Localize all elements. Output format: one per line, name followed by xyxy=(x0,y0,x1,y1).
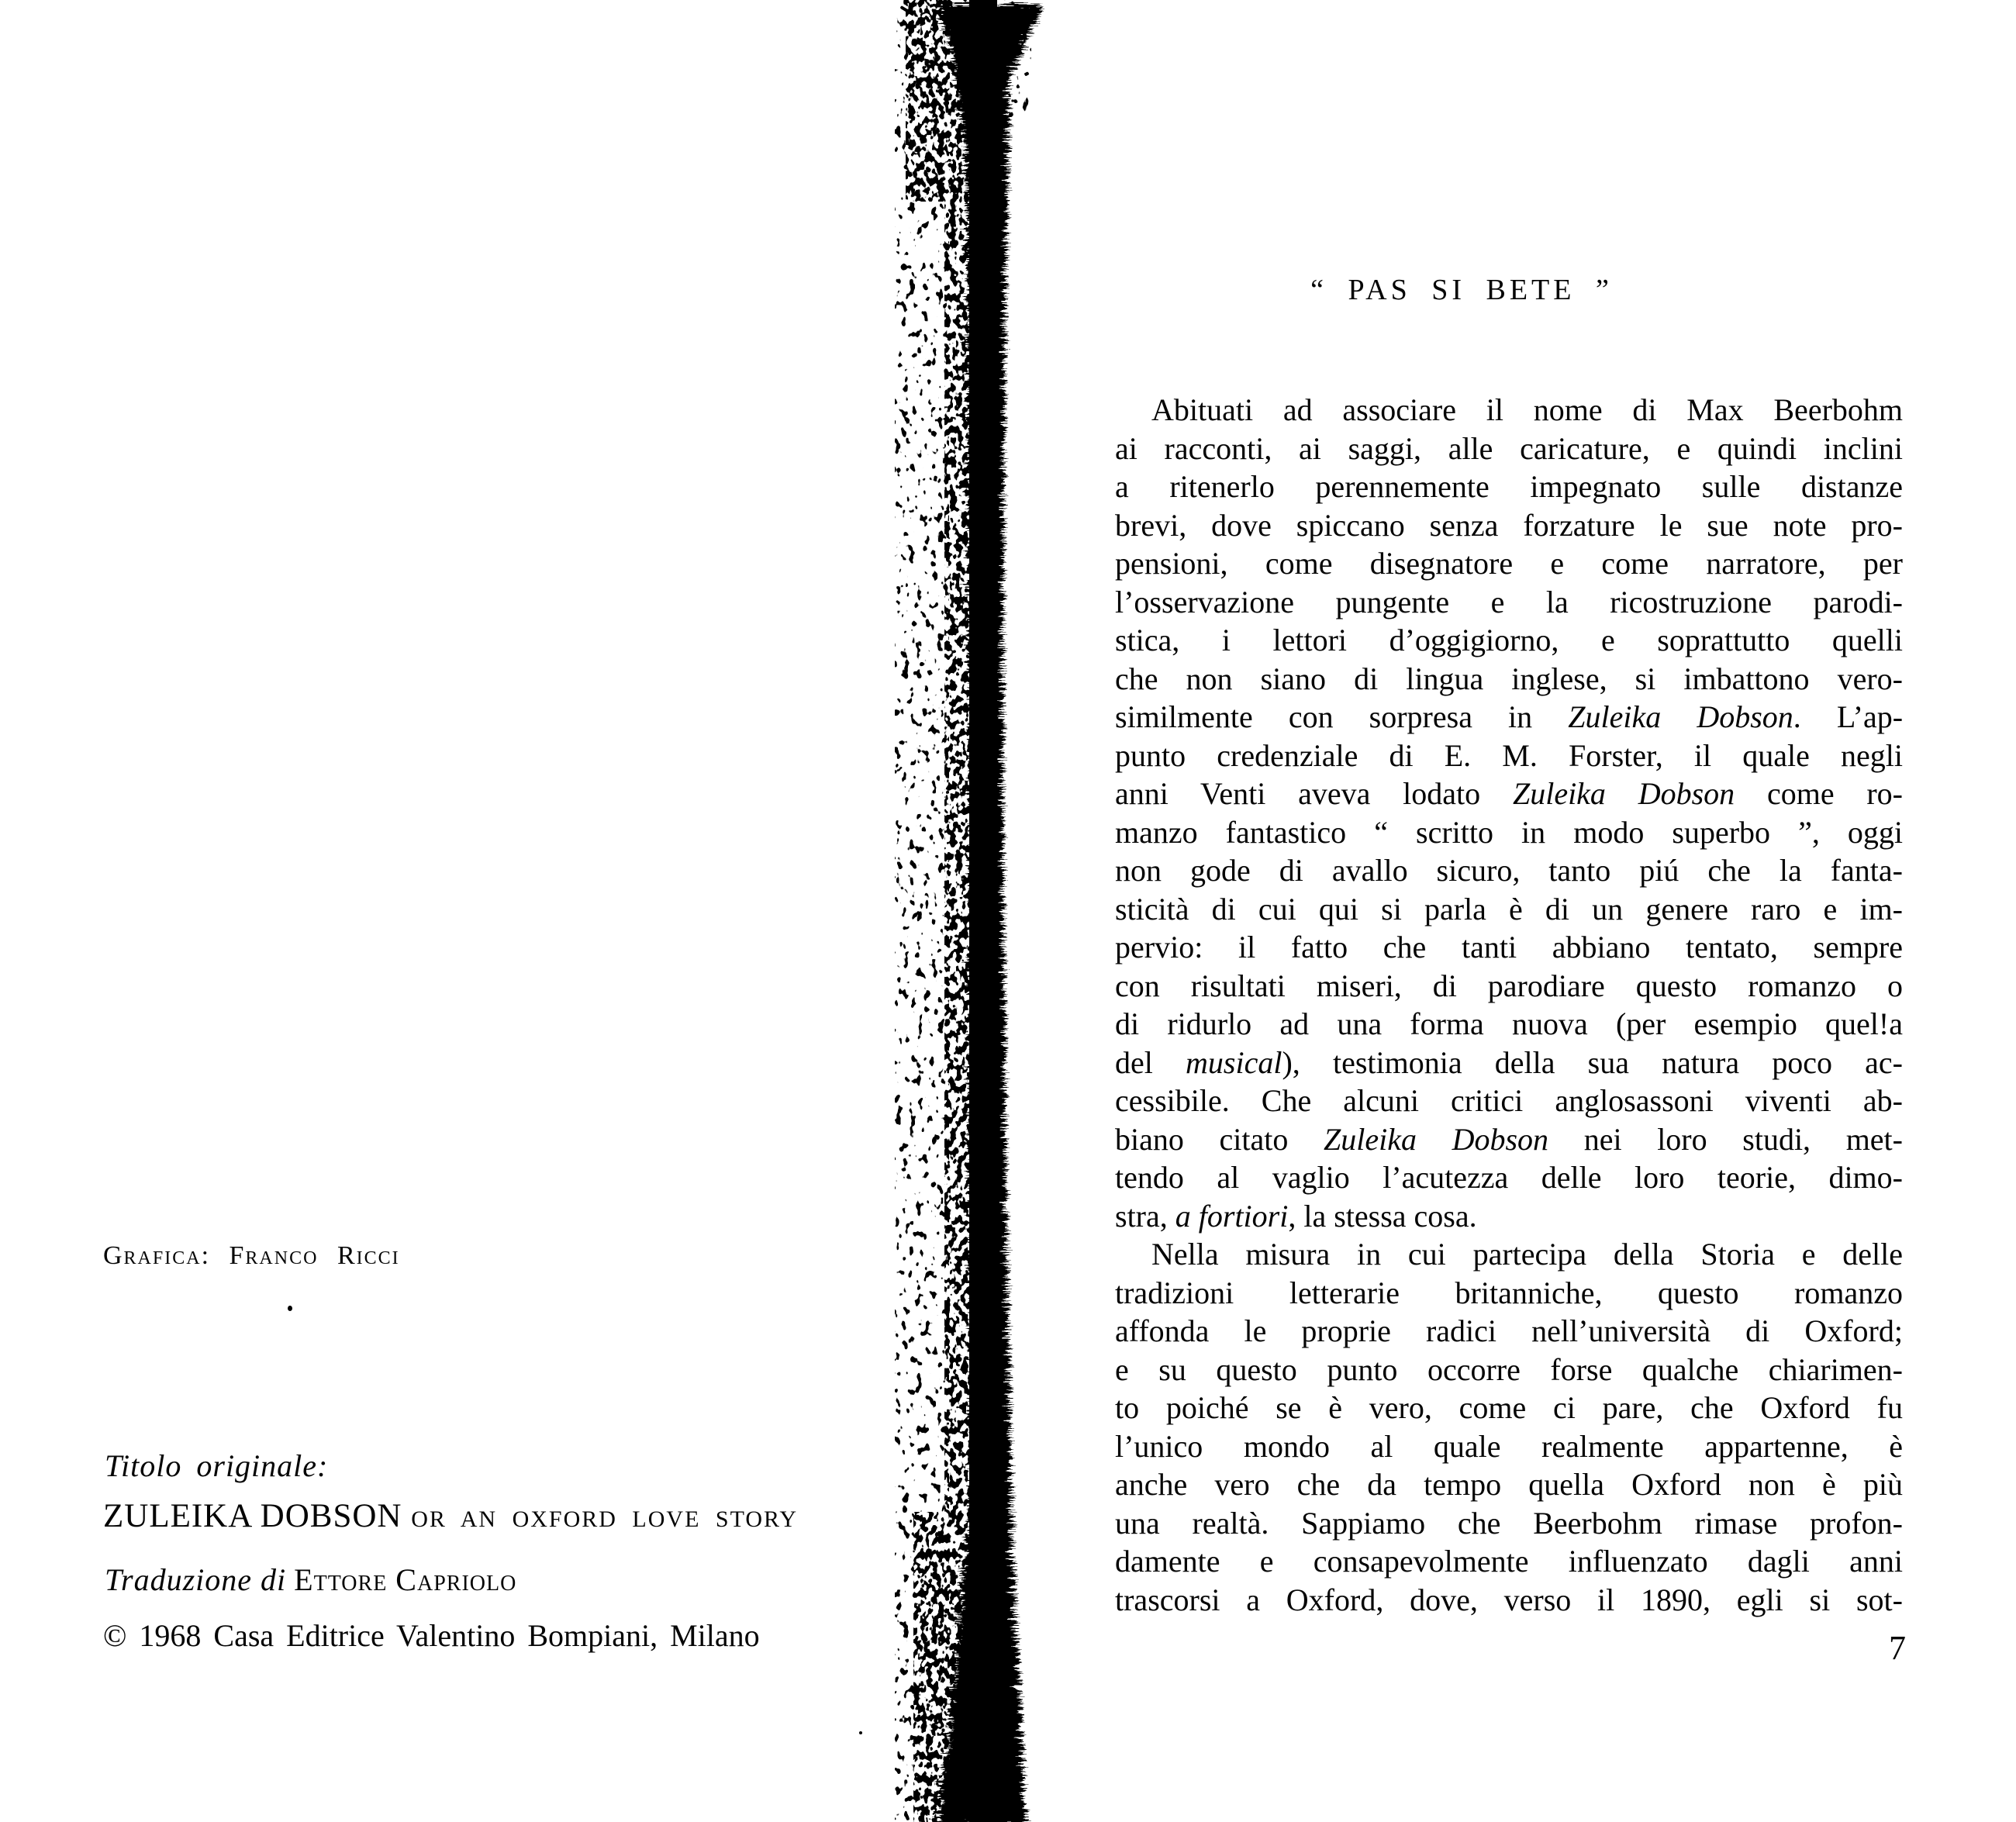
body-line: e su questo punto occorre forse qualche chiarimen- xyxy=(1115,1351,1903,1387)
chapter-title: “ PAS SI BETE ” xyxy=(1310,274,1613,306)
body-line: l’unico mondo al quale realmente appartenne, è xyxy=(1115,1428,1903,1464)
copyright-line: © 1968 Casa Editrice Valentino Bompiani, Milano xyxy=(103,1618,760,1653)
body-line: punto credenziale di E. M. Forster, il quale negli xyxy=(1115,737,1903,773)
body-line: to poiché se è vero, come ci pare, che Oxford fu xyxy=(1115,1390,1903,1425)
original-title-subtitle: OR AN OXFORD LOVE STORY xyxy=(411,1506,799,1532)
body-line: di ridurlo ad una forma nuova (per esempio quel!a xyxy=(1115,1006,1903,1041)
body-line: pensioni, come disegnatore e come narratore, per xyxy=(1115,546,1903,581)
body-line: pervio: il fatto che tanti abbiano tentato, sempre xyxy=(1115,930,1903,964)
body-line: anche vero che da tempo quella Oxford non è più xyxy=(1115,1467,1903,1502)
translation-credit xyxy=(105,1561,516,1598)
body-line: del musical), testimonia della sua natura poco ac- xyxy=(1115,1044,1903,1080)
body-line: ai racconti, ai saggi, alle caricature, e quindi inclini xyxy=(1115,430,1903,466)
body-line: a ritenerlo perennemente impegnato sulle distanze xyxy=(1115,469,1903,504)
spine-core xyxy=(969,0,997,1822)
body-line: una realtà. Sappiamo che Beerbohm rimase profon- xyxy=(1115,1505,1903,1541)
page-number: 7 xyxy=(1889,1629,1906,1667)
body-line: stica, i lettori d’oggigiorno, e soprattutto quelli xyxy=(1115,623,1903,657)
body-line: similmente con sorpresa in Zuleika Dobson. L’ap- xyxy=(1115,699,1904,734)
credit-line: Grafica: Franco Ricci xyxy=(103,1241,400,1270)
body-line: tendo al vaglio l’acutezza delle loro teorie, dimo- xyxy=(1115,1160,1903,1195)
body-line: Nella misura in cui partecipa della Storia e delle xyxy=(1151,1237,1903,1272)
body-line: che non siano di lingua inglese, si imbattono vero- xyxy=(1115,661,1903,696)
body-text xyxy=(1115,391,1903,1619)
body-line: affonda le proprie radici nell’università di Oxford; xyxy=(1115,1313,1903,1348)
body-line: con risultati miseri, di parodiare questo romanzo o xyxy=(1115,968,1903,1003)
scan-speck xyxy=(859,1731,862,1734)
original-title-main: ZULEIKA DOBSON xyxy=(103,1498,402,1534)
body-line: biano citato Zuleika Dobson nei loro studi, met- xyxy=(1115,1121,1903,1157)
original-title xyxy=(103,1497,798,1535)
translation-prefix: Traduzione di xyxy=(105,1562,287,1597)
original-title-label: Titolo originale: xyxy=(105,1448,329,1483)
body-line: Abituati ad associare il nome di Max Beerbohm xyxy=(1151,392,1903,427)
body-line: non gode di avallo sicuro, tanto piú che la fanta- xyxy=(1115,853,1903,888)
body-line: tradizioni letterarie britanniche, questo romanzo xyxy=(1115,1275,1903,1310)
body-line: manzo fantastico “ scritto in modo superbo ”, oggi xyxy=(1115,814,1903,850)
gutter-shadow xyxy=(867,0,1068,1822)
body-line: trascorsi a Oxford, dove, verso il 1890, egli si sot- xyxy=(1115,1582,1903,1617)
body-line: stra, a fortiori, la stessa cosa. xyxy=(1115,1198,1477,1234)
body-line: damente e consapevolmente influenzato dagli anni xyxy=(1115,1544,1903,1579)
scan-speck xyxy=(288,1306,292,1311)
body-line: anni Venti aveva lodato Zuleika Dobson come ro- xyxy=(1115,776,1903,811)
body-line: sticità di cui qui si parla è di un genere raro e im- xyxy=(1115,891,1903,927)
body-line: l’osservazione pungente e la ricostruzione parodi- xyxy=(1115,584,1903,619)
body-line: cessibile. Che alcuni critici anglosassoni viventi ab- xyxy=(1115,1083,1903,1118)
body-line: brevi, dove spiccano senza forzature le sue note pro- xyxy=(1115,507,1903,543)
translator-name: Ettore Capriolo xyxy=(294,1562,517,1597)
